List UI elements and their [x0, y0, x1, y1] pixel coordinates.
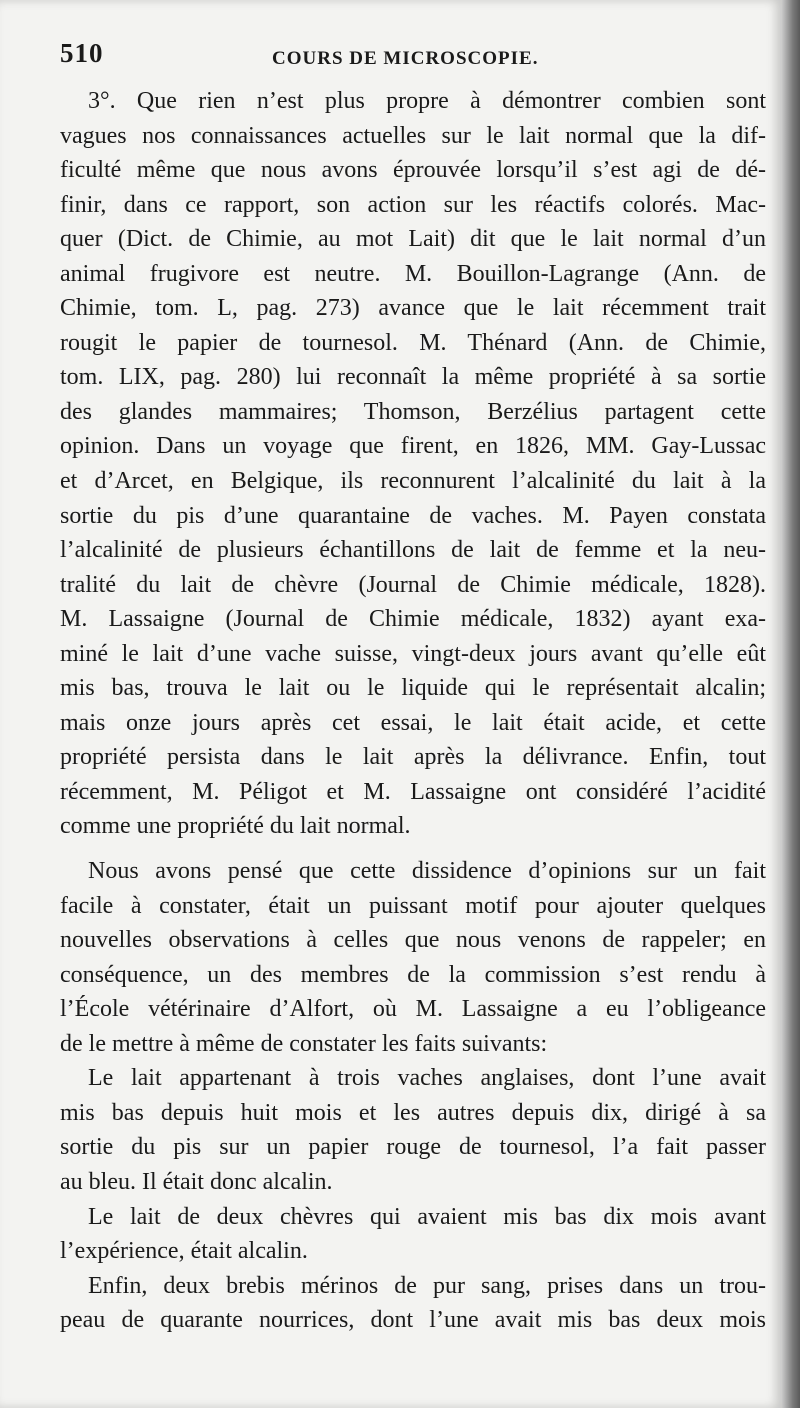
- text-line: vagues nos connaissances actuelles sur le lait normal que la dif-: [60, 122, 766, 149]
- text-line: finir, dans ce rapport, son action sur les réactifs colorés. Mac-: [60, 191, 766, 218]
- text-line: de le mettre à même de constater les faits suivants:: [60, 1030, 548, 1057]
- text-line: sortie du pis sur un papier rouge de tournesol, l’a fait passer: [60, 1134, 766, 1161]
- text-line: M. Lassaigne (Journal de Chimie médicale, 1832) ayant exa-: [60, 606, 766, 633]
- text-line: facile à constater, était un puissant motif pour ajouter quelques: [60, 892, 766, 919]
- text-line: nouvelles observations à celles que nous venons de rappeler; en: [60, 927, 766, 954]
- text-line: des glandes mammaires; Thomson, Berzélius partagent cette: [60, 398, 766, 425]
- text-line: opinion. Dans un voyage que firent, en 1826, MM. Gay-Lussac: [60, 433, 766, 460]
- text-line: Le lait appartenant à trois vaches anglaises, dont l’une avait: [88, 1065, 766, 1092]
- body-text: [60, 84, 766, 1338]
- text-line: l’alcalinité de plusieurs échantillons de lait de femme et la neu-: [60, 537, 766, 564]
- text-line: rougit le papier de tournesol. M. Thénard (Ann. de Chimie,: [60, 329, 766, 356]
- text-line: l’École vétérinaire d’Alfort, où M. Lassaigne a eu l’obligeance: [60, 996, 766, 1023]
- running-title: COURS DE MICROSCOPIE.: [272, 48, 539, 69]
- text-line: tom. LIX, pag. 280) lui reconnaît la même propriété à sa sortie: [60, 364, 766, 391]
- text-line: au bleu. Il était donc alcalin.: [60, 1168, 333, 1195]
- page-header: [60, 38, 766, 78]
- text-line: 3°. Que rien n’est plus propre à démontrer combien sont: [88, 88, 766, 114]
- text-line: Chimie, tom. L, pag. 273) avance que le lait récemment trait: [60, 295, 766, 322]
- text-line: propriété persista dans le lait après la délivrance. Enfin, tout: [60, 744, 766, 771]
- page-edge-shadow: [782, 0, 800, 1408]
- text-line: Le lait de deux chèvres qui avaient mis bas dix mois avant: [88, 1203, 766, 1230]
- text-line: mais onze jours après cet essai, le lait était acide, et cette: [60, 709, 766, 736]
- text-line: mis bas, trouva le lait ou le liquide qui le représentait alcalin;: [60, 675, 766, 702]
- text-line: mis bas depuis huit mois et les autres depuis dix, dirigé à sa: [60, 1099, 766, 1126]
- text-line: ficulté même que nous avons éprouvée lorsqu’il s’est agi de dé-: [60, 157, 766, 184]
- text-line: récemment, M. Péligot et M. Lassaigne ont considéré l’acidité: [60, 778, 766, 805]
- text-line: comme une propriété du lait normal.: [60, 813, 411, 840]
- text-line: sortie du pis d’une quarantaine de vaches. M. Payen constata: [60, 502, 766, 529]
- text-line: conséquence, un des membres de la commission s’est rendu à: [60, 961, 766, 988]
- text-line: l’expérience, était alcalin.: [60, 1238, 308, 1265]
- text-line: Nous avons pensé que cette dissidence d’opinions sur un fait: [88, 858, 766, 885]
- text-line: et d’Arcet, en Belgique, ils reconnurent l’alcalinité du lait à la: [60, 468, 766, 495]
- text-line: tralité du lait de chèvre (Journal de Chimie médicale, 1828).: [60, 571, 766, 598]
- text-line: animal frugivore est neutre. M. Bouillon-Lagrange (Ann. de: [60, 260, 766, 287]
- text-line: peau de quarante nourrices, dont l’une avait mis bas deux mois: [60, 1307, 766, 1334]
- text-line: quer (Dict. de Chimie, au mot Lait) dit que le lait normal d’un: [60, 226, 766, 253]
- text-line: miné le lait d’une vache suisse, vingt-deux jours avant qu’elle eût: [60, 640, 766, 667]
- text-line: Enfin, deux brebis mérinos de pur sang, prises dans un trou-: [88, 1272, 766, 1299]
- page-number: 510: [60, 38, 104, 68]
